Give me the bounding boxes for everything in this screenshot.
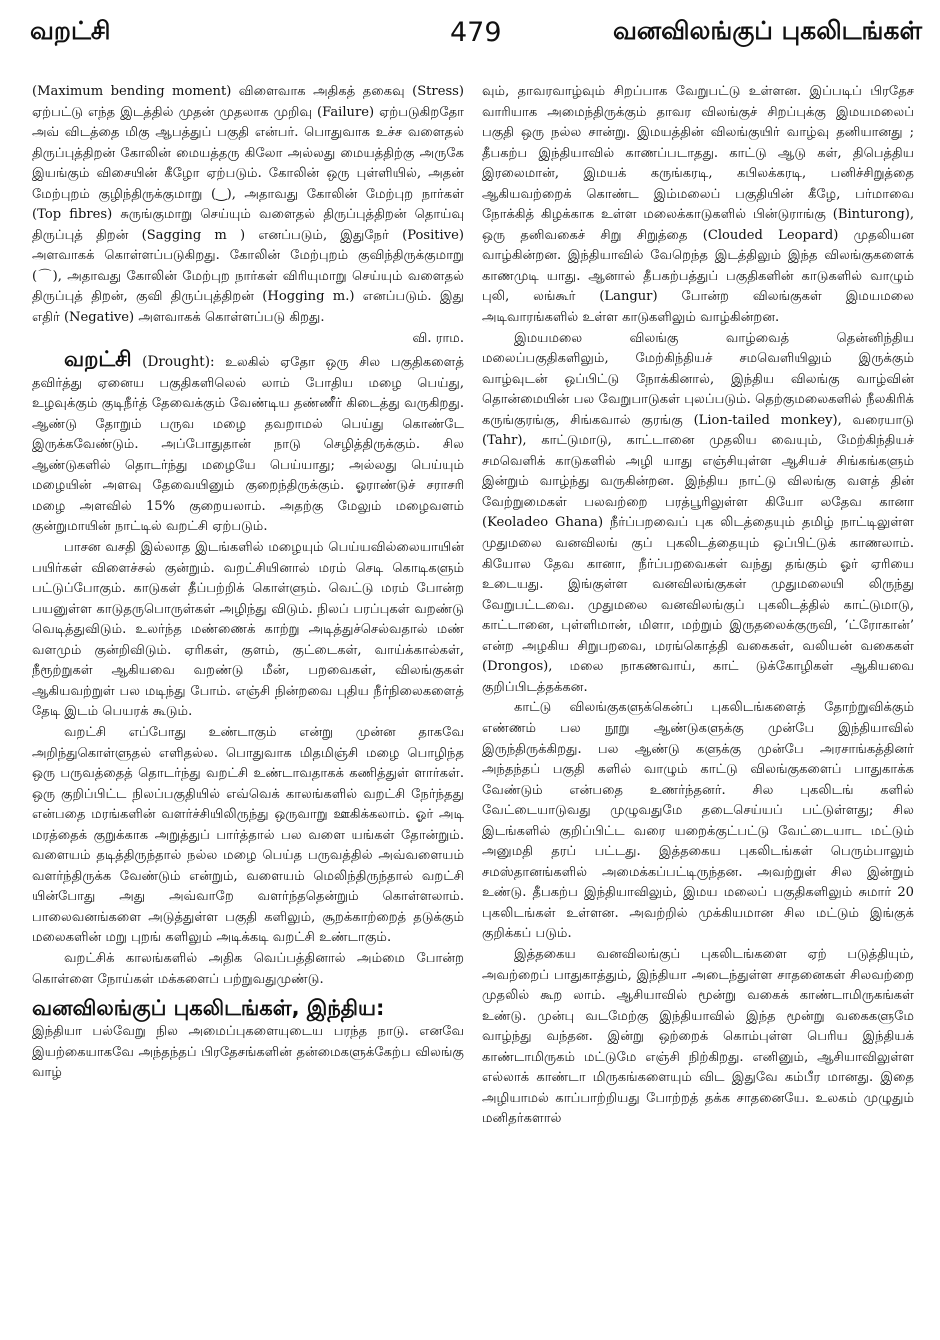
running-head-right: வனவிலங்குப் புகலிடங்கள் — [612, 15, 922, 45]
author-signature: வி. ராம. — [412, 330, 464, 346]
page-header — [30, 6, 922, 58]
left-column — [32, 82, 464, 1332]
sanctuary-paragraph-4: காட்டு விலங்குகளுக்கென்ப் புகலிடங்களைத் தோற்றுவிக்கும் எண்ணம் பல நூறு ஆண்டுகளுக்கு முன்பே இந்தியாவில் இருந்திருக்கிறது. பல ஆண்டு களுக்கு முன்பே அரசாங்கத்தினர் அந்தந்தப் பகுதி களில் வாழும் காட்டு விலங்குகளைப் பாதுகாக்க வேண்டும் என்பதை உணர்ந்தனர். சில புகலிடங் களில் வேட்டையாடுவது முழுவதுமே தடைசெய்யப் பட்டுள்ளது; சில இடங்களில் குறிப்பிட்ட வரை யறைக்குட்பட்டு வேட்டையாட மட்டும் அனுமதி தரப் பட்டது. இத்தகைய புகலிடங்கள் பெரும்பாலும் சமஸ்தானங்களில் அமைக்கப்பட்டிருந்தன. அவற்றுள் சில இன்றும் உண்டு. தீபகற்ப இந்தியாவிலும், இமய மலைப் பகுதிகளிலும் சுமார் 20 புகலிடங்கள் உள்ளன. அவற்றில் முக்கியமான சில மட்டும் இங்குக் குறிக்கப் படும். — [482, 700, 914, 942]
sanctuary-paragraph-1: இந்தியா பல்வேறு நில அமைப்புகளையுடைய பரந்த நாடு. எனவே இயற்கையாகவே அந்தந்தப் பிரதேசங்களின் தன்மைகளுக்கேற்ப விலங்கு வாழ் — [32, 1024, 464, 1081]
drought-paragraph-4: வறட்சிக் காலங்களில் அதிக வெப்பத்தினால் அம்மை போன்ற கொள்ளை நோய்கள் மக்களைப் பற்றுவதுமுண்டு. — [32, 950, 464, 987]
page-number: 479 — [450, 16, 502, 48]
right-column — [482, 82, 914, 1332]
bending-moment-paragraph: (Maximum bending moment) விளைவாக அதிகத் தகைவு (Stress) ஏற்பட்டு எந்த இடத்தில் முதன் முதலாக முறிவு (Failure) ஏற்படுகிறதோ அவ் விடத்தை மிகு ஆபத்துப் பகுதி என்பர். பொதுவாக உச்ச வளைதல் திருப்புத்திறன் கோலின் மையத்தரு கிலோ அல்லது மையத்திற்கு அருகே இயங்கும் விசையின் கீழோ ஏற்படும். கோலின் ஒரு புள்ளியில், அதன் மேற்புறம் குழிந்திருக்குமாறு (‿), அதாவது கோலின் மேற்புற நார்கள் (Top fibres) சுருங்குமாறு செய்யும் வளைதல் திருப்புத்திறன் தொய்வு திருப்புத் திறன் (Sagging m ) எனப்படும், இதுநேர் (Positive) அளவாகக் கொள்ளப்படுகிறது. கோலின் மேற்புறம் குவிந்திருக்குமாறு (⌒), அதாவது கோலின் மேற்புற நார்கள் விரியுமாறு செய்யும் வளைதல் திருப்புத் திறன், குவி திருப்புத்திறன் (Hogging m.) எனப்படும். இது எதிர் (Negative) அளவாகக் கொள்ளப்படு கிறது. — [32, 84, 464, 326]
drought-heading: வறட்சி — [64, 347, 132, 372]
drought-entry-paragraph — [32, 349, 464, 538]
drought-paragraph-2: பாசன வசதி இல்லாத இடங்களில் மழையும் பெய்யவில்லையாயின் பயிர்கள் விளைச்சல் குன்றும். வறட்சியினால் மரம் செடி கொடிகளும் பட்டுப்போகும். காடுகள் தீப்பற்றிக் கொள்ளும். வெட்டு மரம் போன்ற பயனுள்ள காடுதருபொருள்கள் அழிந்து விடும். நிலப் பரப்புகள் வறண்டு வெடித்துவிடும். உலர்ந்த மண்ணைக் காற்று அடித்துச்செல்வதால் மண் வளமும் குன்றிவிடும். ஏரிகள், குளம், குட்டைகள், வாய்க்கால்கள், நீரூற்றுகள் ஆகியவை வறண்டு மீன், பறவைகள், விலங்குகள் ஆகியவற்றுள் பல மடிந்து போம். எஞ்சி நின்றவை புதிய நீர்நிலைகளைத் தேடி இடம் பெயரக் கூடும். — [32, 540, 464, 720]
sanctuary-paragraph-5: இத்தகைய வனவிலங்குப் புகலிடங்களை ஏற் படுத்தியும், அவற்றைப் பாதுகாத்தும், இந்தியா அடைந்துள்ள சாதனைகள் சிலவற்றை முதலில் கூற லாம். ஆசியாவில் மூன்று வகைக் காண்டாமிருகங்கள் உண்டு. முன்பு வடமேற்கு இந்தியாவில் இந்த மூன்று வகைகளுமே வாழ்ந்து வந்தன. இன்று ஒற்றைக் கொம்புள்ள பெரிய இந்தியக் காண்டாமிருகம் மட்டுமே எஞ்சி நிற்கிறது. எனினும், ஆசியாவிலுள்ள எல்லாக் காண்டா மிருகங்களையும் விட இதுவே கம்பீர மானது. இதை அழியாமல் காப்பாற்றியது போற்றத் தக்க சாதனையே. உலகம் முழுதும் மனிதர்களால் — [482, 946, 914, 1127]
running-head-left: வறட்சி — [30, 15, 111, 45]
drought-english-term: (Drought): — [142, 354, 215, 371]
sanctuary-heading: வனவிலங்குப் புகலிடங்கள், இந்திய: — [32, 996, 385, 1021]
drought-body-1: உலகில் ஏதோ ஒரு சில பகுதிகளைத் தவிர்த்து ஏனைய பகுதிகளிலெல் லாம் போதிய மழை பெய்து, உழவுக்கும் குடிநீர்த் தேவைக்கும் வேண்டிய தண்ணீர் கிடைத்து வருகிறது. ஆண்டு தோறும் பருவ மழை தவறாமல் பெய்து கொண்டே இருக்கவேண்டும். அப்போதுதான் நாடு செழித்திருக்கும். சில ஆண்டுகளில் தொடர்ந்து மழையே பெய்யாது; அல்லது பெய்யும் மழையின் அளவு தேவையினும் குறைந்திருக்கும். ஓராண்டுச் சராசரி மழை அளவில் 15% குறையலாம். அதற்கு மேலும் மழைவளம் குன்றுமாயின் நாட்டில் வறட்சி ஏற்படும். — [32, 355, 464, 535]
sanctuary-paragraph-2: வும், தாவரவாழ்வும் சிறப்பாக வேறுபட்டு உள்ளன. இப்படிப் பிரதேச வாரியாக அமைந்திருக்கும் தாவர விலங்குச் சிறப்புக்கு இமயமலைப் பகுதி ஒரு நல்ல சான்று. இமயத்தின் விலங்குயிர் வாழ்வு தனியானது ; தீபகற்ப இந்தியாவில் காணப்படாதது. காட்டு ஆடு கள், திபெத்திய இரலைமான், இமயக் கருங்கரடி, கபிலக்கரடி, பனிச்சிறுத்தை ஆகியவற்றைக் கொண்ட இம்மலைப் பகுதியின் கீழே, பர்மாவை நோக்கித் கிழக்காக உள்ள மலைக்காடுகளில் பின்டுராங்கு (Binturong), ஒரு தனிவகைச் சிறு சிறுத்தை (Clouded Leopard) முதலியன வாழ்கின்றன. இந்தியாவில் வேறெந்த இடத்திலும் இந்த விலங்குகளைக் காணமுடி யாது. ஆனால் தீபகற்பத்துப் பகுதிகளின் காடுகளில் வாழும் புலி, லங்கூர் (Langur) போன்ற விலங்குகள் இமயமலை அடிவாரங்களில் உள்ள காடுகளிலும் வாழ்கின்றன. — [482, 84, 914, 326]
sanctuary-paragraph-3: இமயமலை விலங்கு வாழ்வைத் தென்னிந்திய மலைப்பகுதிகளிலும், மேற்கிந்தியச் சமவெளியிலும் இருக்கும் வாழ்வுடன் ஒப்பிட்டு நோக்கினால், இந்திய விலங்கு வாழ்வின் தொன்மையின் பல வேறுபாடுகள் புலப்படும். தெற்குமலைகளில் நீலகிரிக் கருங்குரங்கு, சிங்கவால் குரங்கு (Lion-tailed monkey), வரையாடு (Tahr), காட்டுமாடு, காட்டானை முதலிய வையும், மேற்கிந்தியச் சமவெளிக் காடுகளில் அழி யாது எஞ்சியுள்ள ஆசியச் சிங்கங்களும் இன்றும் வாழ்ந்து வருகின்றன. இந்திய நாட்டு விலங்கு வளத் தின் வேற்றுமைகள் பலவற்றை பரத்பூரிலுள்ள கியோ லதேவ கானா (Keoladeo Ghana) நீர்ப்பறவைப் புக லிடத்தையும் தமிழ் நாட்டிலுள்ள முதுமலை வனவிலங் குப் புகலிடத்தையும் ஒப்பிட்டுக் காணலாம். கியோல தேவ கானா, நீர்ப்பறவைகள் வந்து தங்கும் ஓர் ஏரியை உடையது. இங்குள்ள வனவிலங்குகள் முதுமலையி லிருந்து வேறுபட்டவை. முதுமலை வனவிலங்குப் புகலிடத்தில் காட்டுமாடு, காட்டானை, புள்ளிமான், மிளா, மற்றும் இருதலைக்குருவி, ‘ட்ரோகான்’ என்ற அழகிய சிறுபறவை, மரங்கொத்தி வகைகள், வலியன் வகைகள் (Drongos), மலை நாகணவாய், காட் டுக்கோழிகள் ஆகியவை குறிப்பிடத்தக்கன. — [482, 330, 914, 695]
drought-paragraph-3: வறட்சி எப்போது உண்டாகும் என்று முன்ன தாகவே அறிந்துகொள்ளுதல் எளிதல்ல. பொதுவாக மிதமிஞ்சி மழை பொழிந்த ஒரு பருவத்தைத் தொடர்ந்து வறட்சி உண்டாவதாகக் கணித்துள் ளார்கள். ஒரு குறிப்பிட்ட நிலப்பகுதியில் எவ்வெக் காலங்களில் வறட்சி நேர்ந்தது என்பதை மரங்களின் வளர்ச்சியிலிருந்து ஒருவாறு ஊகிக்கலாம். ஓர் அடி மரத்தைக் குறுக்காக அறுத்துப் பார்த்தால் பல வளை யங்கள் தோன்றும். வளையம் தடித்திருந்தால் நல்ல மழை பெய்த பருவத்தில் அவ்வளையம் வளர்ந்திருக்க வேண்டும் என்றும், வளையம் மெலிந்திருந்தால் வறட்சி யின்போது அது அவ்வாறே வளர்ந்ததென்றும் கொள்ளலாம். பாலைவனங்களை அடுத்துள்ள பகுதி களிலும், சூறக்காற்றைத் தடுக்கும் மலைகளின் மறு புறங் களிலும் அடிக்கடி வறட்சி உண்டாகும். — [32, 724, 464, 946]
